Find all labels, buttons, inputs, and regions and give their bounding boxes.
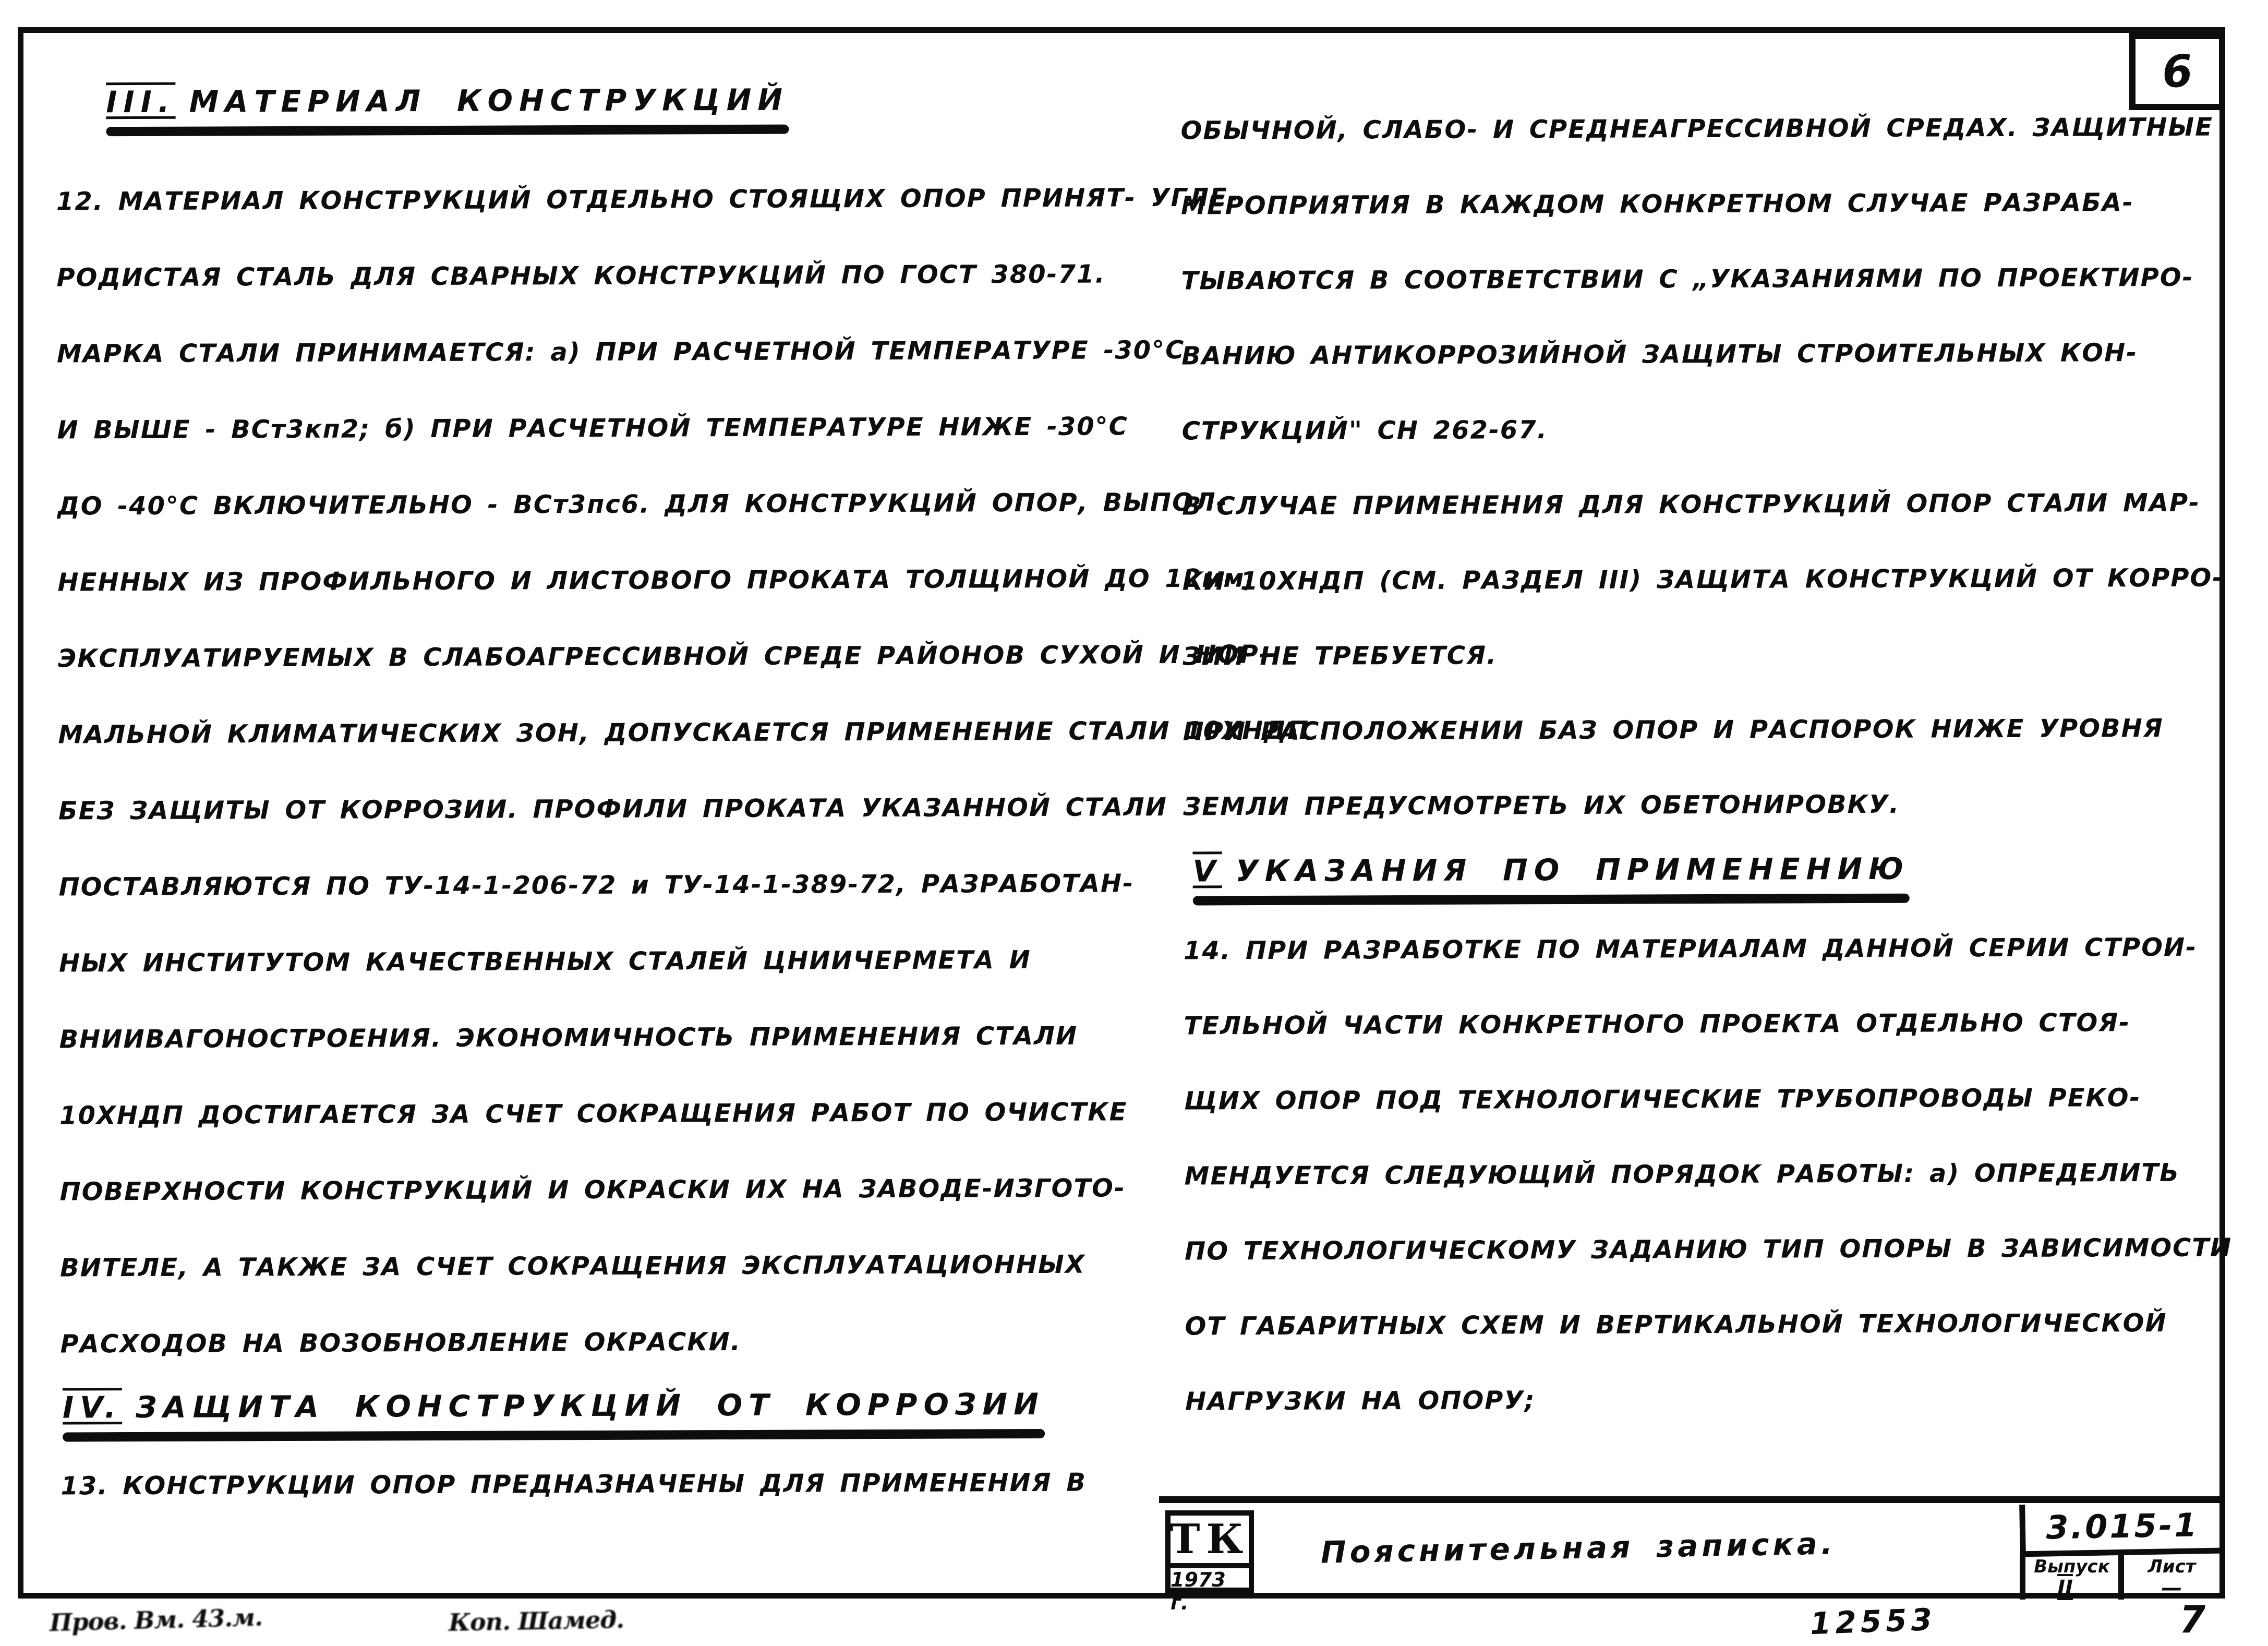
series-number: 3.015-1 xyxy=(2019,1501,2220,1557)
heading-underline xyxy=(1193,894,1910,906)
text-line: ЩИХ ОПОР ПОД ТЕХНОЛОГИЧЕСКИЕ ТРУБОПРОВОДЫ РЕКО- xyxy=(1184,1083,2141,1116)
text-line: 10ХНДП ДОСТИГАЕТСЯ ЗА СЧЕТ СОКРАЩЕНИЯ РАБОТ ПО ОЧИСТКЕ xyxy=(59,1097,1128,1131)
page-number: 6 xyxy=(2160,45,2194,98)
section-heading-wrap xyxy=(61,1384,1056,1445)
section-heading xyxy=(61,1384,1119,1445)
section-roman-numeral: III. xyxy=(106,85,176,120)
text-line: СТРУКЦИЙ" СН 262-67. xyxy=(1181,415,1548,446)
sheet-cell xyxy=(2124,1555,2219,1600)
text-line: ПОСТАВЛЯЮТСЯ ПО ТУ-14-1-206-72 и ТУ-14-1-389-72, РАЗРАБОТАН- xyxy=(58,869,1135,902)
text-line: НЫХ ИНСТИТУТОМ КАЧЕСТВЕННЫХ СТАЛЕЙ ЦНИИЧЕРМЕТА И xyxy=(58,945,1031,978)
text-line: ДО -40°С ВКЛЮЧИТЕЛЬНО - ВСт3пс6. ДЛЯ КОНСТРУКЦИЙ ОПОР, ВЫПОЛ- xyxy=(57,487,1228,521)
issue-cell xyxy=(2020,1555,2124,1600)
text-line: ТЫВАЮТСЯ В СООТВЕТСТВИИ С „УКАЗАНИЯМИ ПО ПРОЕКТИРО- xyxy=(1181,262,2194,296)
text-line: ЗИИ НЕ ТРЕБУЕТСЯ. xyxy=(1183,641,1498,671)
section-roman-numeral: V xyxy=(1192,854,1222,889)
right-text-column xyxy=(1181,109,2245,1458)
issue-value: II xyxy=(2057,1576,2073,1600)
text-line: КИ 10ХНДП (СМ. РАЗДЕЛ III) ЗАЩИТА КОНСТРУКЦИЙ ОТ КОРРО- xyxy=(1182,563,2224,596)
org-year: 1973 г. xyxy=(1171,1568,1226,1614)
issue-label: Выпуск xyxy=(2034,1556,2110,1577)
text-line: МЕРОПРИЯТИЯ В КАЖДОМ КОНКРЕТНОМ СЛУЧАЕ РАЗРАБА- xyxy=(1181,188,2134,221)
document-title: Пояснительная записка. xyxy=(1320,1525,1837,1570)
text-line: ОБЫЧНОЙ, СЛАБО- И СРЕДНЕАГРЕССИВНОЙ СРЕДАХ. ЗАЩИТНЫЕ xyxy=(1180,112,2214,146)
section-heading-text: УКАЗАНИЯ ПО ПРИМЕНЕНИЮ xyxy=(1235,851,1910,889)
text-line: В СЛУЧАЕ ПРИМЕНЕНИЯ ДЛЯ КОНСТРУКЦИЙ ОПОР СТАЛИ МАР- xyxy=(1182,488,2201,521)
text-line: ПРИ РАСПОЛОЖЕНИИ БАЗ ОПОР И РАСПОРОК НИЖЕ УРОВНЯ xyxy=(1183,713,2164,747)
text-line: 14. ПРИ РАЗРАБОТКЕ ПО МАТЕРИАЛАМ ДАННОЙ СЕРИИ СТРОИ- xyxy=(1184,932,2198,966)
org-code: ТК xyxy=(1171,1516,1249,1568)
sheet-number: 7 xyxy=(2179,1597,2206,1641)
text-line: МАЛЬНОЙ КЛИМАТИЧЕСКИХ ЗОН, ДОПУСКАЕТСЯ ПРИМЕНЕНИЕ СТАЛИ 10ХНДП xyxy=(58,716,1310,750)
text-line: РОДИСТАЯ СТАЛЬ ДЛЯ СВАРНЫХ КОНСТРУКЦИЙ ПО ГОСТ 380-71. xyxy=(56,259,1106,293)
text-line: ЭКСПЛУАТИРУЕМЫХ В СЛАБОАГРЕССИВНОЙ СРЕДЕ РАЙОНОВ СУХОЙ И НОР- xyxy=(57,640,1271,674)
section-heading xyxy=(1190,847,2242,908)
section-roman-numeral: IV. xyxy=(62,1390,123,1425)
text-line: НАГРУЗКИ НА ОПОРУ; xyxy=(1185,1386,1536,1416)
text-line: ЗЕМЛИ ПРЕДУСМОТРЕТЬ ИХ ОБЕТОНИРОВКУ. xyxy=(1183,789,1900,822)
handwritten-signature-right: Коп. Шамед. xyxy=(448,1605,624,1637)
title-block xyxy=(1159,1496,2219,1614)
text-line: ВНИИВАГОНОСТРОЕНИЯ. ЭКОНОМИЧНОСТЬ ПРИМЕНЕНИЯ СТАЛИ xyxy=(59,1021,1078,1054)
org-box xyxy=(1165,1510,1254,1614)
text-line: ТЕЛЬНОЙ ЧАСТИ КОНКРЕТНОГО ПРОЕКТА ОТДЕЛЬНО СТОЯ- xyxy=(1184,1008,2131,1041)
text-line: ПОВЕРХНОСТИ КОНСТРУКЦИЙ И ОКРАСКИ ИХ НА ЗАВОДЕ-ИЗГОТО- xyxy=(59,1173,1126,1207)
text-line: МЕНДУЕТСЯ СЛЕДУЮЩИЙ ПОРЯДОК РАБОТЫ: а) ОПРЕДЕЛИТЬ xyxy=(1184,1158,2180,1191)
sheet-value: — xyxy=(2161,1576,2182,1600)
section-heading xyxy=(104,78,1115,139)
text-line: РАСХОДОВ НА ВОЗОБНОВЛЕНИЕ ОКРАСКИ. xyxy=(60,1327,742,1359)
text-line: НЕННЫХ ИЗ ПРОФИЛЬНОГО И ЛИСТОВОГО ПРОКАТА ТОЛЩИНОЙ ДО 12мм, xyxy=(57,563,1256,597)
text-line: МАРКА СТАЛИ ПРИНИМАЕТСЯ: а) ПРИ РАСЧЕТНОЙ ТЕМПЕРАТУРЕ -30°С xyxy=(56,335,1185,369)
text-line: ОТ ГАБАРИТНЫХ СХЕМ И ВЕРТИКАЛЬНОЙ ТЕХНОЛОГИЧЕСКОЙ xyxy=(1185,1308,2167,1341)
page-number-box xyxy=(2129,33,2225,110)
text-line: ВИТЕЛЕ, А ТАКЖЕ ЗА СЧЕТ СОКРАЩЕНИЯ ЭКСПЛУАТАЦИОННЫХ xyxy=(59,1249,1085,1283)
heading-underline xyxy=(63,1429,1045,1442)
heading-underline xyxy=(106,125,789,137)
left-text-column xyxy=(56,76,1310,1544)
text-line: ВАНИЮ АНТИКОРРОЗИЙНОЙ ЗАЩИТЫ СТРОИТЕЛЬНЫХ КОН- xyxy=(1181,338,2138,371)
section-heading-text: МАТЕРИАЛ КОНСТРУКЦИЙ xyxy=(189,82,789,119)
text-line: И ВЫШЕ - ВСт3кп2; б) ПРИ РАСЧЕТНОЙ ТЕМПЕРАТУРЕ НИЖЕ -30°С xyxy=(57,412,1128,445)
handwritten-signature-left: Пров. Вм. 43.м. xyxy=(49,1603,263,1637)
section-heading-text: ЗАЩИТА КОНСТРУКЦИЙ ОТ КОРРОЗИИ xyxy=(135,1387,1045,1425)
order-number: 12553 xyxy=(1809,1601,1937,1642)
text-line: 12. МАТЕРИАЛ КОНСТРУКЦИЙ ОТДЕЛЬНО СТОЯЩИХ ОПОР ПРИНЯТ- УГЛЕ- xyxy=(56,183,1239,217)
section-heading-wrap xyxy=(104,80,800,140)
text-line: БЕЗ ЗАЩИТЫ ОТ КОРРОЗИИ. ПРОФИЛИ ПРОКАТА УКАЗАННОЙ СТАЛИ xyxy=(58,792,1168,826)
text-line: 13. КОНСТРУКЦИИ ОПОР ПРЕДНАЗНАЧЕНЫ ДЛЯ ПРИМЕНЕНИЯ В xyxy=(61,1468,1087,1501)
sheet-label: Лист xyxy=(2148,1556,2196,1577)
section-heading-wrap xyxy=(1190,849,1921,909)
text-line: ПО ТЕХНОЛОГИЧЕСКОМУ ЗАДАНИЮ ТИП ОПОРЫ В ЗАВИСИМОСТИ xyxy=(1185,1233,2233,1266)
